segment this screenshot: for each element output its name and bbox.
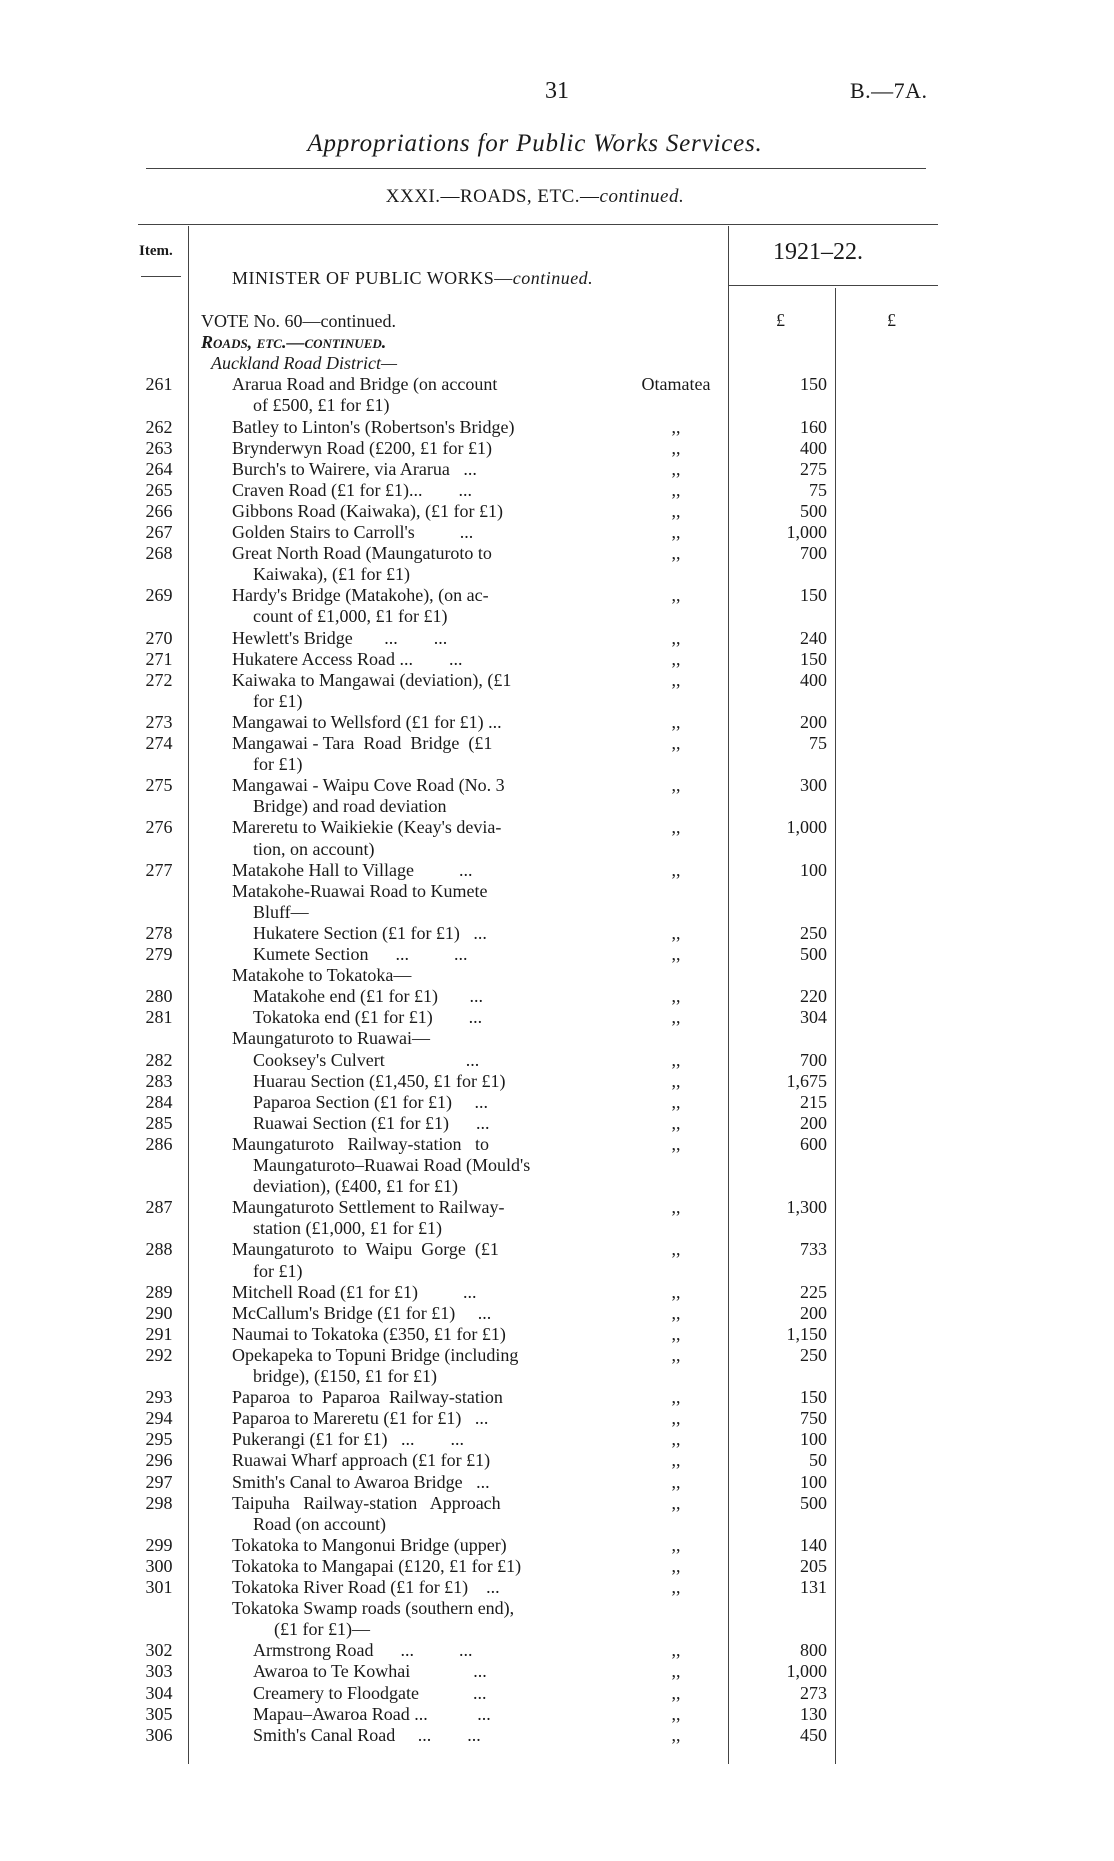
table-row — [0, 1366, 1114, 1387]
item-description: tion, on account) — [253, 838, 375, 859]
item-description: bridge), (£150, £1 for £1) — [253, 1366, 437, 1386]
table-row — [0, 1324, 1114, 1345]
amount: 250 — [800, 922, 827, 943]
item-description: Mangawai to Wellsford (£1 for £1) ... — [232, 711, 502, 732]
amount: 200 — [800, 711, 827, 732]
amount: 205 — [800, 1555, 827, 1576]
item-description: for £1) — [253, 1260, 303, 1281]
table-row — [0, 1556, 1114, 1577]
item-number: 301 — [145, 1577, 173, 1597]
item-description: Kaiwaka), (£1 for £1) — [253, 564, 410, 585]
table-row — [0, 986, 1114, 1007]
item-description: Huarau Section (£1,450, £1 for £1) — [253, 1070, 506, 1091]
item-number: 278 — [145, 922, 173, 943]
currency-symbol-total: £ — [887, 310, 896, 330]
item-number: 300 — [145, 1555, 173, 1576]
item-number: 280 — [145, 986, 173, 1007]
table-row — [0, 1387, 1114, 1408]
table-row — [0, 1218, 1114, 1239]
table-row — [0, 881, 1114, 902]
amount: 130 — [800, 1703, 827, 1724]
item-description: Kaiwaka to Mangawai (deviation), (£1 — [232, 669, 512, 690]
amount: 150 — [800, 648, 827, 669]
item-description: (£1 for £1)— — [274, 1619, 370, 1640]
amount: 200 — [800, 1112, 827, 1133]
item-description: Mangawai - Tara Road Bridge (£1 — [232, 733, 493, 753]
item-description: Creamery to Floodgate ... — [253, 1682, 487, 1703]
item-description: Mapau–Awaroa Road ... ... — [253, 1703, 491, 1724]
amount: 500 — [800, 944, 827, 964]
amount: 240 — [800, 627, 827, 648]
item-number: 267 — [145, 522, 173, 542]
item-description: count of £1,000, £1 for £1) — [253, 606, 448, 627]
item-description: Maungaturoto Settlement to Railway- — [232, 1197, 505, 1218]
amount: 1,150 — [786, 1323, 827, 1344]
table-row — [0, 1429, 1114, 1450]
electoral-district: ,, — [671, 522, 681, 542]
item-description: Tokatoka end (£1 for £1) ... — [253, 1007, 483, 1028]
table-row — [0, 417, 1114, 438]
amount: 500 — [800, 1492, 827, 1513]
item-description: Smith's Canal to Awaroa Bridge ... — [232, 1471, 490, 1492]
item-column-header: Item. — [139, 243, 173, 259]
table-row — [0, 1028, 1114, 1049]
item-description: Paparoa to Paparoa Railway-station — [232, 1387, 503, 1408]
amount: 131 — [800, 1577, 827, 1597]
amount: 50 — [809, 1450, 827, 1471]
item-description: Armstrong Road ... ... — [253, 1640, 473, 1661]
table-row — [0, 1535, 1114, 1556]
item-description: deviation), (£400, £1 for £1) — [253, 1176, 458, 1197]
item-number: 285 — [145, 1112, 173, 1133]
electoral-district: ,, — [671, 1049, 681, 1070]
minister-main: MINISTER OF PUBLIC WORKS— — [232, 268, 513, 288]
amount: 215 — [800, 1091, 827, 1112]
item-description: Mangawai - Waipu Cove Road (No. 3 — [232, 775, 505, 796]
table-row — [0, 1493, 1114, 1514]
table-row — [0, 1472, 1114, 1493]
item-description: Matakohe Hall to Village ... — [232, 859, 473, 880]
electoral-district: Otamatea — [641, 374, 711, 395]
item-description: station (£1,000, £1 for £1) — [253, 1218, 442, 1239]
electoral-district: ,, — [671, 1408, 681, 1429]
item-description: Ruawai Section (£1 for £1) ... — [253, 1112, 490, 1133]
table-row — [0, 501, 1114, 522]
item-number: 290 — [145, 1302, 173, 1323]
item-description: Craven Road (£1 for £1)... ... — [232, 479, 472, 500]
item-number: 264 — [145, 458, 173, 479]
table-row — [0, 1303, 1114, 1324]
electoral-district: ,, — [671, 1112, 681, 1133]
amount: 1,300 — [786, 1197, 827, 1218]
electoral-district: ,, — [671, 416, 681, 437]
amount: 400 — [800, 437, 827, 458]
year-header-rule — [728, 285, 938, 286]
item-description: Hukatere Access Road ... ... — [232, 648, 463, 669]
table-row — [0, 1704, 1114, 1725]
minister-heading — [232, 268, 593, 289]
item-number: 282 — [145, 1049, 173, 1070]
item-description: Matakohe end (£1 for £1) ... — [253, 986, 483, 1007]
item-number: 273 — [145, 711, 173, 732]
item-number: 279 — [145, 944, 173, 964]
item-number: 292 — [145, 1344, 173, 1365]
electoral-district: ,, — [671, 1703, 681, 1724]
item-description: Pukerangi (£1 for £1) ... ... — [232, 1429, 464, 1450]
electoral-district: ,, — [671, 1555, 681, 1576]
item-number: 297 — [145, 1471, 173, 1492]
amount: 500 — [800, 500, 827, 521]
electoral-district: ,, — [671, 437, 681, 458]
amount: 160 — [800, 416, 827, 437]
item-description: Gibbons Road (Kaiwaka), (£1 for £1) — [232, 500, 503, 521]
electoral-district: ,, — [671, 1577, 681, 1597]
electoral-district: ,, — [671, 817, 681, 838]
document-reference: B.—7A. — [850, 78, 928, 103]
page-number: 31 — [545, 78, 569, 104]
table-row — [0, 649, 1114, 670]
electoral-district: ,, — [671, 1471, 681, 1492]
item-description: Tokatoka River Road (£1 for £1) ... — [232, 1577, 500, 1597]
item-description: Matakohe to Tokatoka— — [232, 965, 412, 986]
table-row — [0, 1113, 1114, 1134]
electoral-district: ,, — [671, 986, 681, 1007]
amount: 304 — [800, 1007, 827, 1028]
electoral-district: ,, — [671, 1302, 681, 1323]
amount: 1,000 — [786, 1661, 827, 1682]
electoral-district: ,, — [671, 669, 681, 690]
amount: 700 — [800, 543, 827, 564]
item-number: 263 — [145, 437, 173, 458]
electoral-district: ,, — [671, 1197, 681, 1218]
electoral-district: ,, — [671, 585, 681, 606]
item-number: 268 — [145, 543, 173, 564]
electoral-district: ,, — [671, 922, 681, 943]
table-row — [0, 1092, 1114, 1113]
table-row — [0, 353, 1114, 374]
table-row — [0, 374, 1114, 395]
amount: 100 — [800, 1471, 827, 1492]
electoral-district: ,, — [671, 648, 681, 669]
item-description: Road (on account) — [253, 1513, 386, 1534]
item-description: Paparoa Section (£1 for £1) ... — [253, 1091, 488, 1112]
item-number: 286 — [145, 1133, 173, 1154]
table-row — [0, 1345, 1114, 1366]
table-row — [0, 965, 1114, 986]
item-number: 294 — [145, 1408, 173, 1429]
electoral-district: ,, — [671, 1450, 681, 1471]
minister-continued: continued. — [512, 268, 594, 288]
subtitle-continued: continued. — [599, 186, 685, 207]
item-header-underline — [141, 276, 181, 277]
table-row — [0, 712, 1114, 733]
item-number: 305 — [145, 1703, 173, 1724]
amount: 1,000 — [786, 817, 827, 838]
electoral-district: ,, — [671, 733, 681, 753]
amount: 150 — [800, 585, 827, 606]
item-description: for £1) — [253, 690, 303, 711]
table-row — [0, 817, 1114, 838]
amount: 800 — [800, 1640, 827, 1661]
table-row — [0, 796, 1114, 817]
table-row — [0, 311, 1114, 332]
item-number: 270 — [145, 627, 173, 648]
item-number: 262 — [145, 416, 173, 437]
item-description: Matakohe-Ruawai Road to Kumete — [232, 880, 488, 901]
item-description: Opekapeka to Topuni Bridge (including — [232, 1344, 519, 1365]
amount: 300 — [800, 775, 827, 796]
table-row — [0, 1450, 1114, 1471]
item-number: 276 — [145, 817, 173, 838]
table-row — [0, 332, 1114, 353]
table-row — [0, 1239, 1114, 1260]
electoral-district: ,, — [671, 944, 681, 964]
item-number: 274 — [145, 733, 173, 753]
item-description: Paparoa to Mareretu (£1 for £1) ... — [232, 1408, 489, 1429]
item-number: 261 — [145, 374, 173, 395]
year-column-header: 1921–22. — [773, 239, 863, 265]
table-row — [0, 438, 1114, 459]
table-row — [0, 775, 1114, 796]
amount: 220 — [800, 986, 827, 1007]
item-description: Golden Stairs to Carroll's ... — [232, 522, 474, 542]
electoral-district: ,, — [671, 1640, 681, 1661]
table-row — [0, 564, 1114, 585]
item-number: 284 — [145, 1091, 173, 1112]
table-row — [0, 1661, 1114, 1682]
table-row — [0, 1640, 1114, 1661]
item-number: 266 — [145, 500, 173, 521]
item-description: Taipuha Railway-station Approach — [232, 1492, 501, 1513]
table-row — [0, 1577, 1114, 1598]
table-row — [0, 459, 1114, 480]
item-description: of £500, £1 for £1) — [253, 395, 390, 416]
amount: 1,675 — [786, 1070, 827, 1091]
item-description: Ruawai Wharf approach (£1 for £1) — [232, 1450, 491, 1471]
item-description: Great North Road (Maungaturoto to — [232, 543, 492, 564]
table-row — [0, 1050, 1114, 1071]
table-row — [0, 1282, 1114, 1303]
electoral-district: ,, — [671, 1661, 681, 1682]
item-number: 271 — [145, 648, 173, 669]
item-number: 295 — [145, 1429, 173, 1450]
amount: 733 — [800, 1239, 827, 1260]
item-number: 281 — [145, 1007, 173, 1028]
amount: 140 — [800, 1534, 827, 1555]
table-row — [0, 1007, 1114, 1028]
electoral-district: ,, — [671, 500, 681, 521]
table-row — [0, 1176, 1114, 1197]
electoral-district: ,, — [671, 1281, 681, 1302]
table-row — [0, 902, 1114, 923]
electoral-district: ,, — [671, 1492, 681, 1513]
item-number: 287 — [145, 1197, 173, 1218]
item-description: Maungaturoto to Waipu Gorge (£1 — [232, 1239, 499, 1260]
item-number: 289 — [145, 1281, 173, 1302]
item-description: Tokatoka Swamp roads (southern end), — [232, 1598, 515, 1619]
item-number: 293 — [145, 1387, 173, 1408]
item-description: Tokatoka to Mangapai (£120, £1 for £1) — [232, 1555, 522, 1576]
electoral-district: ,, — [671, 1323, 681, 1344]
item-description: McCallum's Bridge (£1 for £1) ... — [232, 1302, 492, 1323]
table-row — [0, 923, 1114, 944]
item-number: 298 — [145, 1492, 173, 1513]
item-number: 302 — [145, 1640, 173, 1661]
electoral-district: ,, — [671, 775, 681, 796]
table-row — [0, 1408, 1114, 1429]
item-description: Cooksey's Culvert ... — [253, 1049, 480, 1070]
electoral-district: ,, — [671, 1133, 681, 1154]
item-description: Naumai to Tokatoka (£350, £1 for £1) — [232, 1323, 506, 1344]
item-description: Hewlett's Bridge ... ... — [232, 627, 448, 648]
table-row — [0, 628, 1114, 649]
item-description: Brynderwyn Road (£200, £1 for £1) — [232, 437, 492, 458]
item-number: 304 — [145, 1682, 173, 1703]
item-description: Batley to Linton's (Robertson's Bridge) — [232, 416, 515, 437]
amount: 273 — [800, 1682, 827, 1703]
item-number: 265 — [145, 479, 173, 500]
amount: 225 — [800, 1281, 827, 1302]
item-number: 283 — [145, 1070, 173, 1091]
item-description: VOTE No. 60—continued. — [201, 311, 396, 331]
table-row — [0, 670, 1114, 691]
electoral-district: ,, — [671, 1387, 681, 1408]
item-description: Roads, etc.—continued. — [201, 332, 387, 353]
amount: 200 — [800, 1302, 827, 1323]
item-description: Kumete Section ... ... — [253, 944, 468, 964]
electoral-district: ,, — [671, 1682, 681, 1703]
table-row — [0, 1598, 1114, 1619]
section-subtitle — [0, 186, 1070, 208]
electoral-district: ,, — [671, 1724, 681, 1745]
table-row — [0, 1725, 1114, 1746]
amount: 1,000 — [786, 522, 827, 542]
table-row — [0, 480, 1114, 501]
item-description: Maungaturoto Railway-station to — [232, 1133, 489, 1154]
item-number: 277 — [145, 859, 173, 880]
amount: 700 — [800, 1049, 827, 1070]
item-description: Hardy's Bridge (Matakohe), (on ac- — [232, 585, 489, 606]
table-row — [0, 606, 1114, 627]
table-row — [0, 1071, 1114, 1092]
table-row — [0, 1134, 1114, 1155]
amount: 100 — [800, 859, 827, 880]
currency-symbol-amount: £ — [776, 310, 785, 330]
table-row — [0, 1261, 1114, 1282]
amount: 100 — [800, 1429, 827, 1450]
item-description: Hukatere Section (£1 for £1) ... — [253, 922, 487, 943]
electoral-district: ,, — [671, 1534, 681, 1555]
amount: 75 — [809, 479, 827, 500]
amount: 400 — [800, 669, 827, 690]
amount: 75 — [809, 733, 827, 753]
table-row — [0, 839, 1114, 860]
electoral-district: ,, — [671, 1239, 681, 1260]
item-number: 299 — [145, 1534, 173, 1555]
table-row — [0, 1683, 1114, 1704]
electoral-district: ,, — [671, 627, 681, 648]
item-description: Bluff— — [253, 901, 309, 922]
table-row — [0, 1197, 1114, 1218]
table-row — [0, 754, 1114, 775]
amount: 150 — [800, 374, 827, 395]
subtitle-main: XXXI.—ROADS, ETC.— — [385, 186, 600, 207]
item-number: 272 — [145, 669, 173, 690]
electoral-district: ,, — [671, 711, 681, 732]
item-description: Smith's Canal Road ... ... — [253, 1724, 481, 1745]
item-description: Ararua Road and Bridge (on account — [232, 374, 498, 395]
item-description: Auckland Road District— — [211, 353, 397, 374]
amount: 750 — [800, 1408, 827, 1429]
item-description: Bridge) and road deviation — [253, 796, 447, 817]
electoral-district: ,, — [671, 1429, 681, 1450]
table-row — [0, 691, 1114, 712]
electoral-district: ,, — [671, 1344, 681, 1365]
item-description: Maungaturoto to Ruawai— — [232, 1028, 430, 1049]
item-description: Mitchell Road (£1 for £1) ... — [232, 1281, 477, 1302]
item-description: for £1) — [253, 754, 303, 775]
table-row — [0, 944, 1114, 965]
item-number: 288 — [145, 1239, 173, 1260]
electoral-district: ,, — [671, 479, 681, 500]
item-number: 269 — [145, 585, 173, 606]
amount: 250 — [800, 1344, 827, 1365]
electoral-district: ,, — [671, 859, 681, 880]
amount: 450 — [800, 1724, 827, 1745]
table-row — [0, 1619, 1114, 1640]
title-rule — [146, 168, 926, 169]
item-description: Maungaturoto–Ruawai Road (Mould's — [253, 1155, 531, 1175]
table-row — [0, 860, 1114, 881]
amount: 150 — [800, 1387, 827, 1408]
item-number: 291 — [145, 1323, 173, 1344]
table-row — [0, 585, 1114, 606]
item-number: 275 — [145, 775, 173, 796]
page-title: Appropriations for Public Works Services. — [307, 130, 763, 157]
item-number: 303 — [145, 1661, 173, 1682]
table-top-rule — [138, 224, 938, 225]
table-row — [0, 1155, 1114, 1176]
item-description: Burch's to Wairere, via Ararua ... — [232, 458, 477, 479]
electoral-district: ,, — [671, 543, 681, 564]
table-row — [0, 522, 1114, 543]
electoral-district: ,, — [671, 458, 681, 479]
electoral-district: ,, — [671, 1070, 681, 1091]
item-description: Awaroa to Te Kowhai ... — [253, 1661, 487, 1682]
item-number: 306 — [145, 1724, 173, 1745]
electoral-district: ,, — [671, 1007, 681, 1028]
table-row — [0, 395, 1114, 416]
electoral-district: ,, — [671, 1091, 681, 1112]
item-description: Tokatoka to Mangonui Bridge (upper) — [232, 1534, 507, 1555]
item-description: Mareretu to Waikiekie (Keay's devia- — [232, 817, 502, 838]
table-row — [0, 543, 1114, 564]
amount: 275 — [800, 458, 827, 479]
table-row — [0, 733, 1114, 754]
item-number: 296 — [145, 1450, 173, 1471]
table-row — [0, 1514, 1114, 1535]
amount: 600 — [800, 1133, 827, 1154]
